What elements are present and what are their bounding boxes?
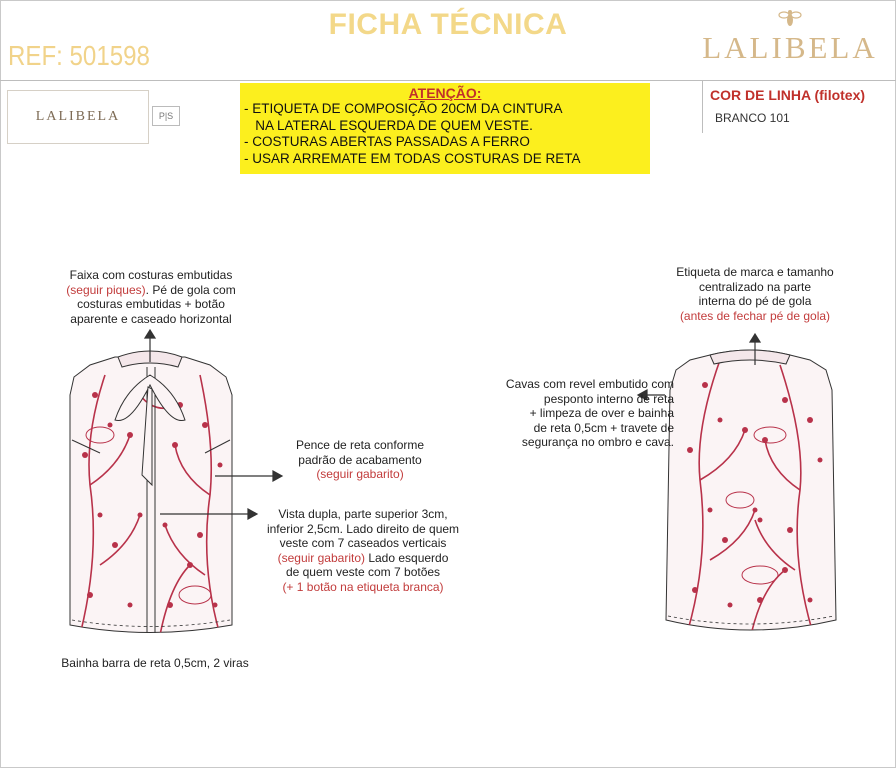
note-line: Pence de reta conforme — [295, 438, 425, 452]
note-line: de quem veste com 7 botões — [285, 565, 441, 580]
note-line: padrão de acabamento — [298, 452, 422, 467]
label-logo-text: LALIBELA — [35, 109, 121, 124]
note-line — [36, 283, 266, 298]
page-title: FICHA TÉCNICA — [328, 8, 568, 41]
thread-color-value: BRANCO 101 — [715, 111, 790, 125]
note-line: centralizado na parte — [698, 279, 812, 294]
note-armhole — [466, 377, 674, 450]
note-line: inferior 2,5cm. Lado direito de quem — [266, 521, 460, 536]
label-size-tag: P|S — [152, 106, 180, 126]
thread-heading-suffix: (filotex) — [814, 87, 866, 103]
note-hem — [30, 656, 280, 671]
note-line: costuras embutidas + botão — [77, 297, 225, 312]
note-line: pesponto interno de reta — [543, 391, 674, 406]
note-line: aparente e caseado horizontal — [70, 311, 232, 326]
note-line: de reta 0,5cm + travete de — [533, 420, 674, 435]
attention-line: - USAR ARREMATE EM TODAS COSTURAS DE RETA — [244, 150, 581, 166]
attention-heading: ATENÇÃO: — [408, 85, 482, 101]
note-red-text: (seguir gabarito) — [277, 550, 365, 565]
note-line: Etiqueta de marca e tamanho — [676, 265, 834, 279]
note-line: segurança no ombro e cava. — [521, 435, 674, 450]
note-line-tail: . Pé de gola com — [145, 282, 236, 297]
note-line: interna do pé de gola — [698, 294, 812, 309]
note-red-text: (antes de fechar pé de gola) — [679, 308, 831, 323]
note-line-tail: Lado esquerdo — [364, 550, 449, 565]
attention-line: NA LATERAL ESQUERDA DE QUEM VESTE. — [244, 117, 533, 133]
note-red-text: (seguir piques) — [66, 282, 146, 297]
attention-line: - COSTURAS ABERTAS PASSADAS A FERRO — [244, 134, 530, 149]
reference-number: REF: 501598 — [8, 40, 150, 71]
note-line: Vista dupla, parte superior 3cm, — [278, 507, 448, 521]
note-line — [246, 551, 480, 566]
note-red-text: (seguir gabarito) — [316, 467, 404, 482]
note-line: + limpeza de over e bainha — [529, 406, 674, 421]
thread-heading-label: COR DE LINHA — [710, 87, 811, 103]
note-line: Faixa com costuras embutidas — [69, 268, 233, 282]
note-placket — [246, 507, 480, 595]
brand-wordmark: LALIBELA — [702, 30, 878, 65]
note-dart — [270, 438, 450, 482]
note-line: Bainha barra de reta 0,5cm, 2 viras — [61, 656, 249, 670]
attention-line: - ETIQUETA DE COMPOSIÇÃO 20CM DA CINTURA — [244, 101, 563, 116]
note-red-text: (+ 1 botão na etiqueta branca) — [282, 579, 444, 594]
note-line: veste com 7 caseados verticais — [279, 536, 447, 551]
note-collar — [36, 268, 266, 326]
note-label — [640, 265, 870, 323]
note-line: Cavas com revel embutido com — [505, 377, 674, 391]
